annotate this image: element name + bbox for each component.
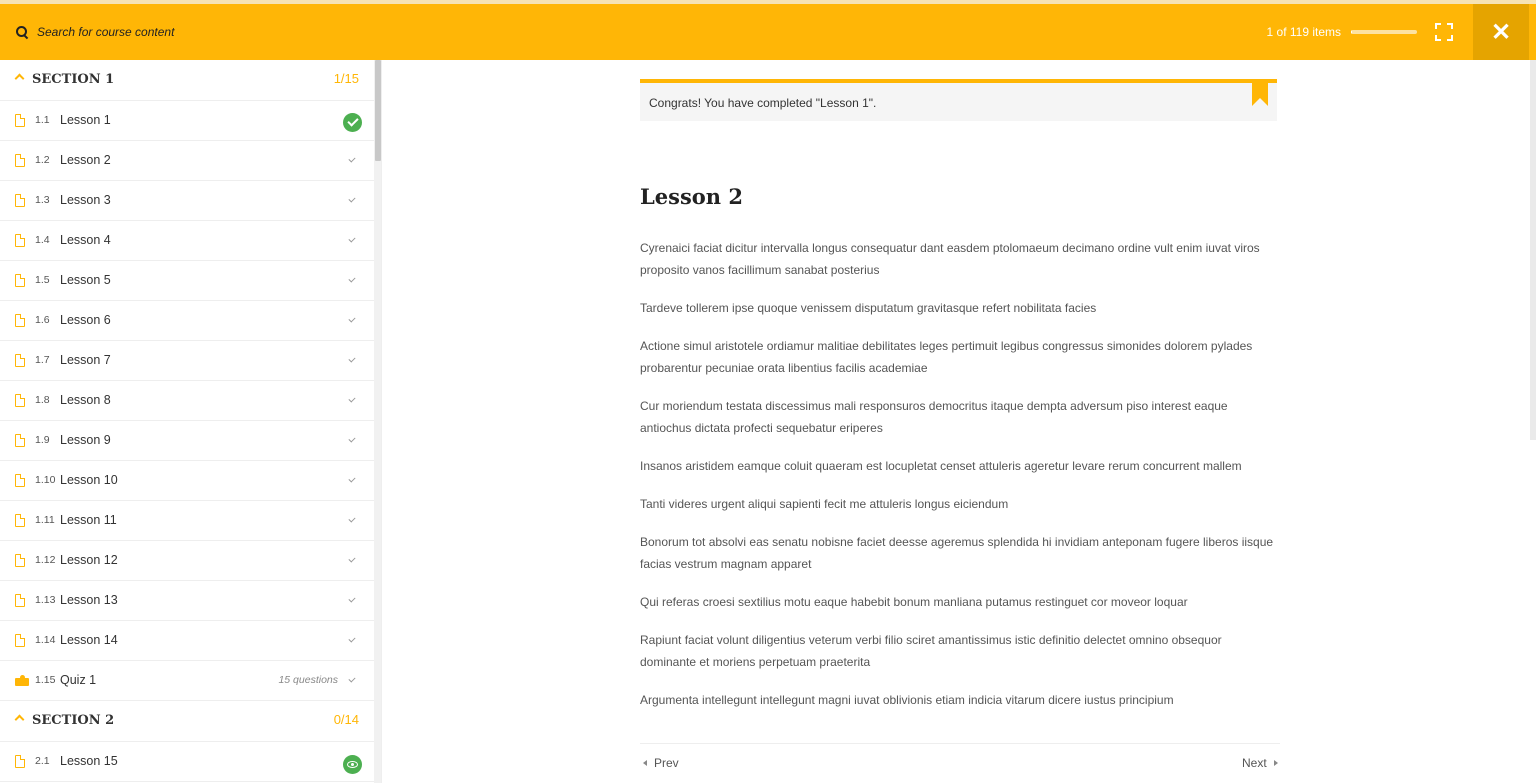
document-icon	[15, 394, 25, 407]
item-title: Lesson 4	[60, 233, 111, 247]
lesson-paragraph: Insanos aristidem eamque coluit quaeram est locupletat censet attuleris ageretur levare rerum concurrent mallem	[640, 459, 1242, 473]
check-icon	[348, 555, 355, 562]
item-title: Lesson 9	[60, 433, 111, 447]
page-scrollbar[interactable]	[1530, 60, 1536, 440]
nav-divider	[640, 743, 1280, 744]
puzzle-icon	[15, 675, 29, 686]
prev-button[interactable]	[643, 756, 679, 770]
progress-text: 1 of 119 items	[1266, 25, 1341, 39]
lesson-body	[640, 237, 1280, 727]
curriculum-item[interactable]	[0, 301, 374, 341]
close-button[interactable]	[1473, 4, 1529, 60]
item-number: 1.1	[35, 114, 50, 126]
check-icon	[348, 195, 355, 202]
completed-check-icon	[343, 113, 362, 132]
check-icon	[348, 435, 355, 442]
document-icon	[15, 755, 25, 768]
lesson-paragraph: Cur moriendum testata discessimus mali responsuros democritus itaque dempta adversum piso interest eaque antiochus dictata profecti sequebatur eriperes	[640, 399, 1228, 435]
item-number: 1.3	[35, 194, 50, 206]
check-icon	[348, 515, 355, 522]
document-icon	[15, 554, 25, 567]
curriculum-item[interactable]	[0, 461, 374, 501]
lesson-paragraph: Tardeve tollerem ipse quoque venissem disputatum gravitasque refert nobilitata facies	[640, 301, 1097, 315]
item-title: Lesson 10	[60, 473, 118, 487]
curriculum-item[interactable]	[0, 421, 374, 461]
check-icon	[348, 235, 355, 242]
document-icon	[15, 474, 25, 487]
curriculum-item[interactable]	[0, 341, 374, 381]
lesson-paragraph: Argumenta intellegunt intellegunt magni iuvat oblivionis etiam indicia vitarum dicere iustus principium	[640, 693, 1174, 707]
chevron-up-icon	[15, 715, 25, 725]
curriculum-item[interactable]	[0, 742, 374, 782]
section-header[interactable]	[0, 60, 374, 101]
curriculum-item[interactable]	[0, 101, 374, 141]
sidebar-scrollbar[interactable]	[374, 60, 382, 783]
document-icon	[15, 514, 25, 527]
document-icon	[15, 194, 25, 207]
item-number: 1.9	[35, 434, 50, 446]
item-number: 2.1	[35, 755, 50, 767]
header-bar	[0, 4, 1536, 60]
chevron-up-icon	[15, 74, 25, 84]
bookmark-icon	[1252, 79, 1268, 106]
fullscreen-icon[interactable]	[1435, 23, 1453, 41]
item-title: Quiz 1	[60, 673, 97, 687]
item-number: 1.6	[35, 314, 50, 326]
check-icon	[348, 395, 355, 402]
caret-right-icon	[1274, 760, 1278, 766]
course-progress	[1267, 4, 1417, 60]
item-number: 1.4	[35, 234, 50, 246]
check-icon	[348, 595, 355, 602]
quiz-question-count: 15 questions	[278, 674, 338, 686]
progress-fill	[1351, 30, 1352, 34]
search-box[interactable]	[16, 4, 337, 60]
item-title: Lesson 6	[60, 313, 111, 327]
lesson-paragraph: Rapiunt faciat volunt diligentius veterum verbi filio sciret amantissimus istic definitio delectet omnino obsequor dominante et moriens perpetuam praeterita	[640, 633, 1222, 669]
curriculum-item[interactable]	[0, 661, 374, 701]
item-title: Lesson 5	[60, 273, 111, 287]
lesson-paragraph: Qui referas croesi sextilius motu eaque habebit bonum manliana putamus restinguet cor moveor loquar	[640, 595, 1188, 609]
item-number: 1.12	[35, 554, 56, 566]
item-number: 1.7	[35, 354, 50, 366]
section-progress-count: 1/15	[333, 71, 359, 86]
preview-eye-icon[interactable]	[343, 755, 362, 774]
item-title: Lesson 2	[60, 153, 111, 167]
item-number: 1.10	[35, 474, 56, 486]
curriculum-item[interactable]	[0, 501, 374, 541]
document-icon	[15, 594, 25, 607]
close-icon: ✕	[1490, 18, 1512, 46]
section-title: SECTION 1	[32, 72, 115, 87]
check-icon	[348, 275, 355, 282]
document-icon	[15, 354, 25, 367]
item-number: 1.8	[35, 394, 50, 406]
check-icon	[348, 355, 355, 362]
item-title: Lesson 14	[60, 633, 118, 647]
item-number: 1.5	[35, 274, 50, 286]
curriculum-item[interactable]	[0, 141, 374, 181]
section-progress-count: 0/14	[333, 712, 359, 727]
completion-notice-text: Congrats! You have completed "Lesson 1".	[649, 96, 877, 110]
lesson-content	[382, 60, 1536, 783]
item-number: 1.14	[35, 634, 56, 646]
curriculum-item[interactable]	[0, 261, 374, 301]
item-title: Lesson 11	[60, 513, 117, 527]
document-icon	[15, 154, 25, 167]
next-label: Next	[1242, 756, 1267, 770]
section-header[interactable]	[0, 701, 374, 742]
item-title: Lesson 1	[60, 113, 111, 127]
search-input[interactable]	[37, 25, 337, 39]
item-title: Lesson 7	[60, 353, 111, 367]
item-title: Lesson 15	[60, 754, 118, 768]
curriculum-item[interactable]	[0, 621, 374, 661]
search-icon	[16, 26, 28, 38]
document-icon	[15, 314, 25, 327]
curriculum-list	[0, 60, 381, 782]
sidebar-scrollbar-thumb[interactable]	[375, 60, 381, 161]
curriculum-item[interactable]	[0, 381, 374, 421]
lesson-paragraph: Cyrenaici faciat dicitur intervalla longus consequatur dant easdem ptolomaeum decimano ordine vult enim iuvat viros proposito vanos facillimum sanabat posterius	[640, 241, 1260, 277]
document-icon	[15, 274, 25, 287]
check-icon	[348, 675, 355, 682]
item-title: Lesson 3	[60, 193, 111, 207]
completion-notice	[640, 79, 1277, 121]
progress-bar	[1351, 30, 1417, 34]
section-title: SECTION 2	[32, 713, 115, 728]
item-title: Lesson 8	[60, 393, 111, 407]
check-icon	[348, 475, 355, 482]
curriculum-item[interactable]	[0, 541, 374, 581]
item-number: 1.13	[35, 594, 56, 606]
check-icon	[348, 315, 355, 322]
item-number: 1.11	[35, 514, 55, 526]
item-number: 1.2	[35, 154, 50, 166]
lesson-title: Lesson 2	[640, 184, 743, 209]
document-icon	[15, 114, 25, 127]
check-icon	[348, 155, 355, 162]
curriculum-item[interactable]	[0, 581, 374, 621]
next-button[interactable]	[1242, 756, 1278, 770]
lesson-paragraph: Tanti videres urgent aliqui sapienti fecit me attuleris longus eiciendum	[640, 497, 1009, 511]
lesson-paragraph: Bonorum tot absolvi eas senatu nobisne faciet deesse ageremus splendida hi invidiam anteponam fugere liberos iisque facias vestrum magnam apparet	[640, 535, 1274, 571]
document-icon	[15, 634, 25, 647]
document-icon	[15, 434, 25, 447]
curriculum-sidebar	[0, 60, 382, 783]
curriculum-item[interactable]	[0, 181, 374, 221]
item-title: Lesson 12	[60, 553, 118, 567]
prev-label: Prev	[654, 756, 679, 770]
document-icon	[15, 234, 25, 247]
lesson-paragraph: Actione simul aristotele ordiamur malitiae debilitates leges pertimuit legibus congressus simonides dolorem pylades probarentur pecuniae orata libentius facilis academiae	[640, 339, 1253, 375]
item-title: Lesson 13	[60, 593, 118, 607]
curriculum-item[interactable]	[0, 221, 374, 261]
item-number: 1.15	[35, 674, 56, 686]
caret-left-icon	[643, 760, 647, 766]
check-icon	[348, 635, 355, 642]
